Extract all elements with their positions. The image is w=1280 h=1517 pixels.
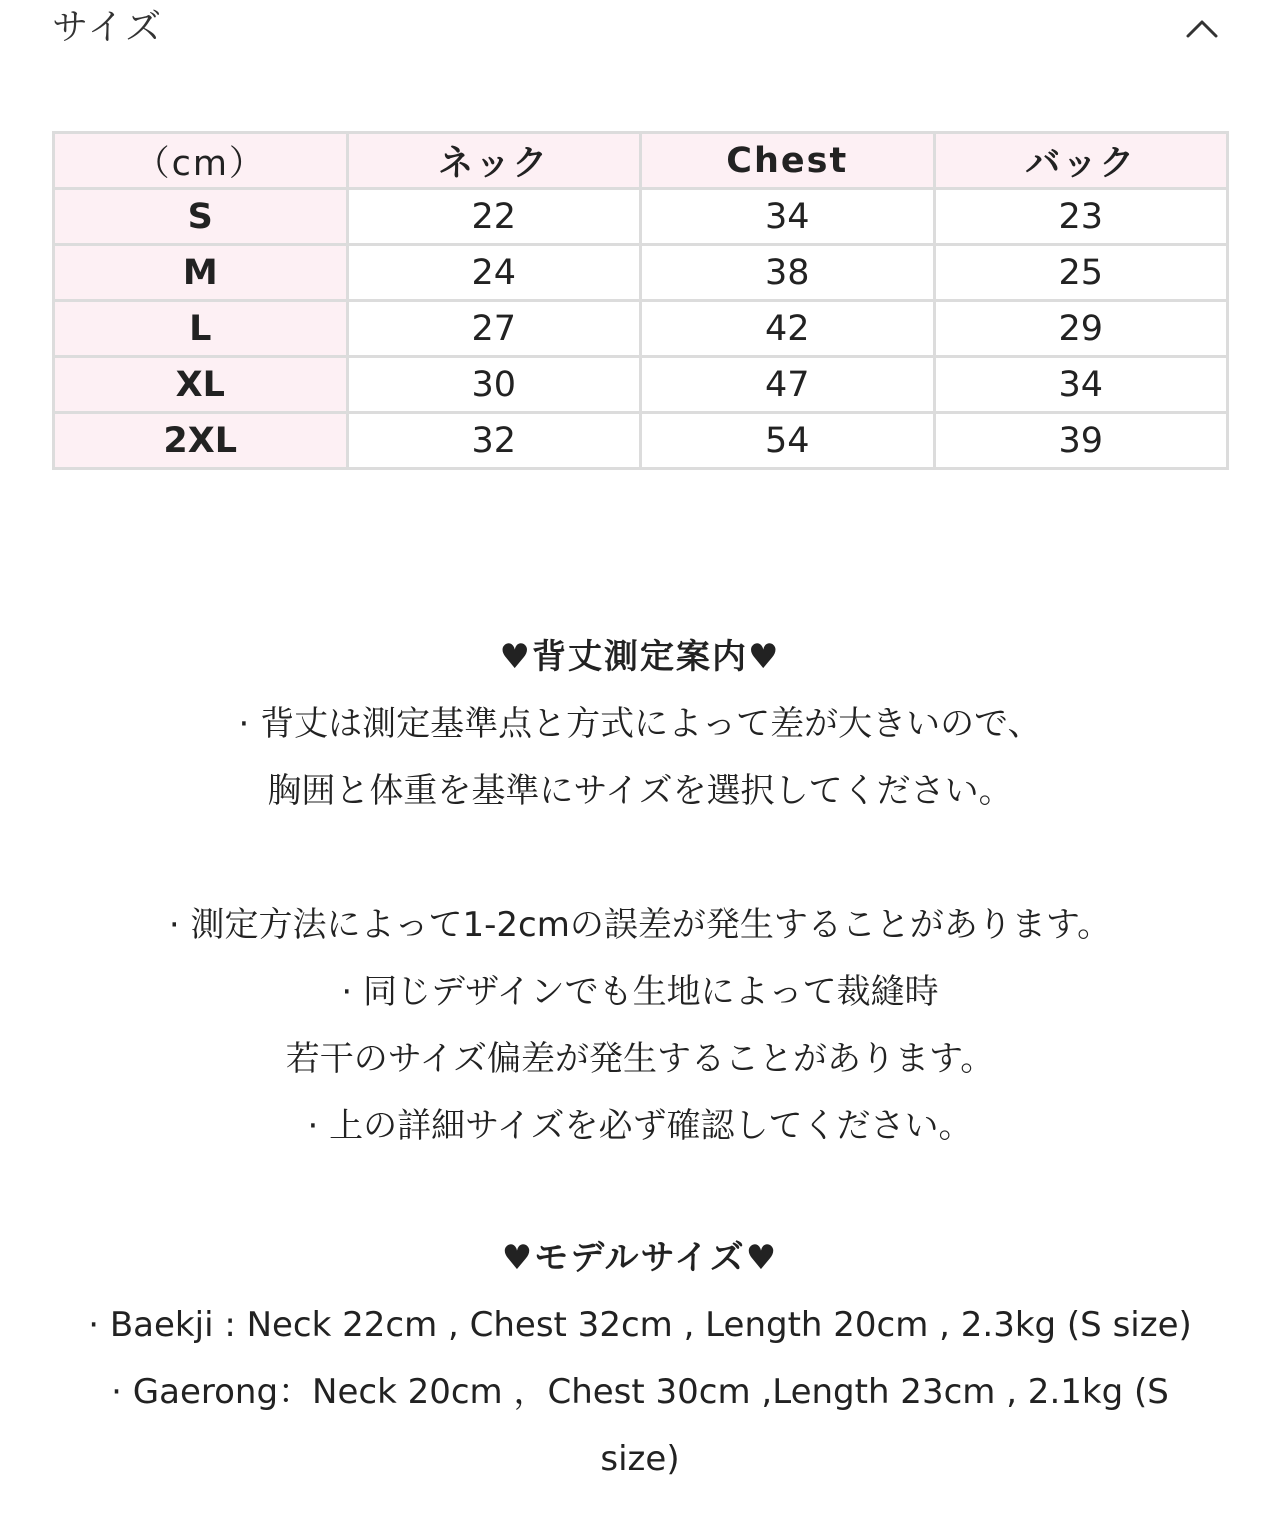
model-line: · Gaerong：Neck 20cm ，Chest 30cm ,Length 23cm , 2.1kg (S size) [111, 1372, 1169, 1479]
guide-line: 胸囲と体重を基準にサイズを選択してください。 [267, 771, 1013, 811]
guide-line: · 上の詳細サイズを必ず確認してください。 [307, 1106, 973, 1146]
neck-header: ネック [347, 133, 641, 189]
neck-value: 32 [347, 413, 641, 469]
neck-value: 30 [347, 357, 641, 413]
guide-line: 若干のサイズ偏差が発生することがあります。 [285, 1039, 995, 1079]
model-line: · Baekji : Neck 22cm , Chest 32cm , Length 20cm , 2.3kg (S size) [88, 1305, 1192, 1345]
size-label: XL [54, 357, 348, 413]
measurement-guide-heading: ♥背丈測定案内♥ [499, 637, 781, 677]
chest-value: 38 [641, 245, 935, 301]
back-value: 29 [934, 301, 1228, 357]
chest-value: 42 [641, 301, 935, 357]
collapse-toggle-button[interactable] [1180, 10, 1224, 46]
chevron-up-icon [1180, 10, 1224, 46]
measurement-guide [60, 624, 1220, 1160]
table-row [54, 189, 1228, 245]
model-size-heading: ♥モデルサイズ♥ [501, 1238, 779, 1278]
table-row [54, 413, 1228, 469]
back-value: 25 [934, 245, 1228, 301]
back-header: バック [934, 133, 1228, 189]
neck-value: 22 [347, 189, 641, 245]
chest-value: 47 [641, 357, 935, 413]
neck-value: 27 [347, 301, 641, 357]
unit-header: （cm） [54, 133, 348, 189]
size-accordion-header[interactable] [0, 0, 1280, 60]
back-value: 34 [934, 357, 1228, 413]
size-label: 2XL [54, 413, 348, 469]
chest-header: Chest [641, 133, 935, 189]
model-size-info [60, 1225, 1220, 1493]
size-label: S [54, 189, 348, 245]
neck-value: 24 [347, 245, 641, 301]
table-header-row [54, 133, 1228, 189]
back-value: 39 [934, 413, 1228, 469]
chest-value: 54 [641, 413, 935, 469]
guide-line: · 測定方法によって1-2cmの誤差が発生することがあります。 [168, 905, 1112, 945]
table-row [54, 357, 1228, 413]
table-row [54, 301, 1228, 357]
chest-value: 34 [641, 189, 935, 245]
size-label: L [54, 301, 348, 357]
section-title: サイズ [52, 7, 164, 48]
back-value: 23 [934, 189, 1228, 245]
size-table [52, 131, 1229, 470]
spacer [60, 825, 1220, 892]
guide-line: · 同じデザインでも生地によって裁縫時 [341, 972, 939, 1012]
guide-line: · 背丈は測定基準点と方式によって差が大きいので、 [238, 704, 1042, 744]
table-row [54, 245, 1228, 301]
size-label: M [54, 245, 348, 301]
